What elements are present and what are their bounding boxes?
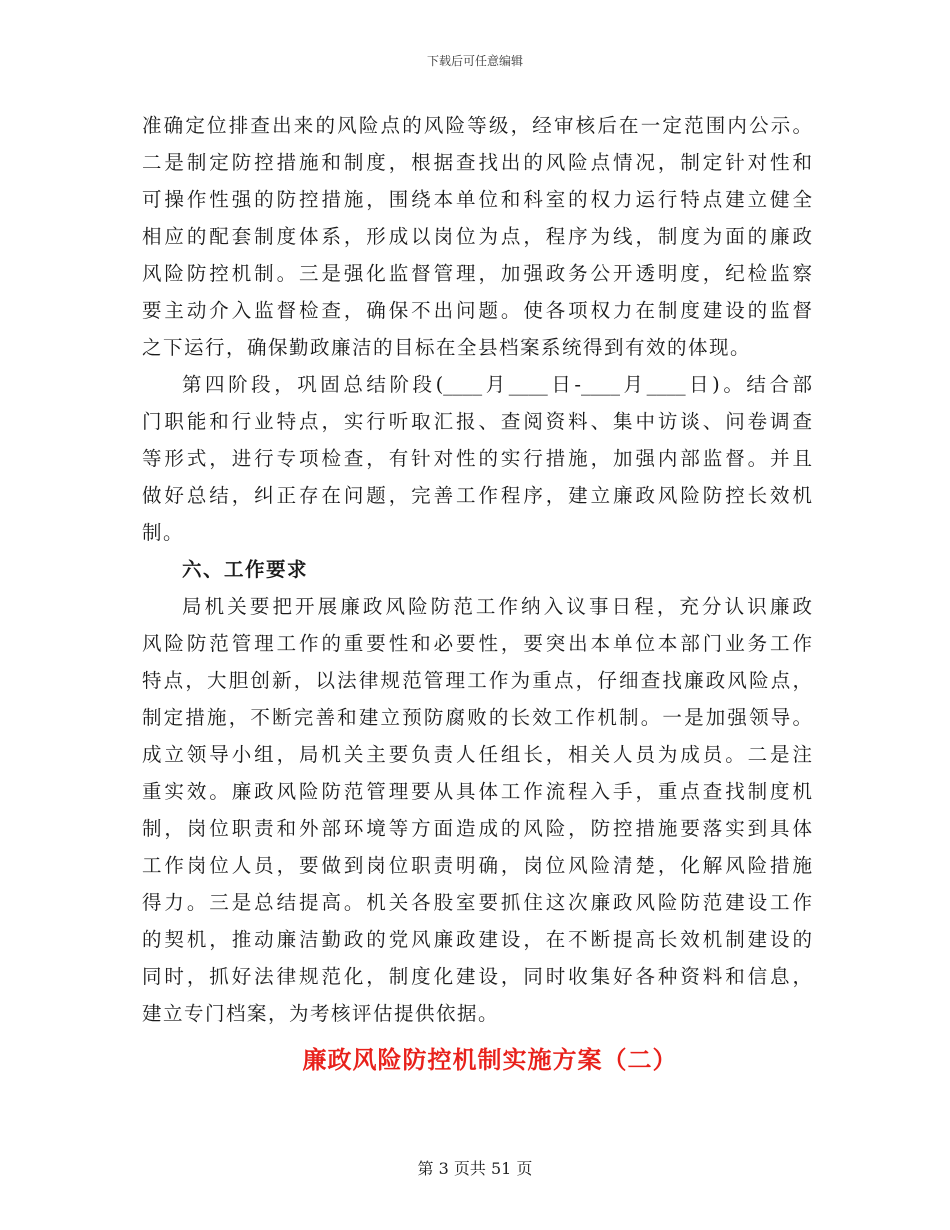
body-line: 成立领导小组，局机关主要负责人任组长，相关人员为成员。二是注 (142, 743, 812, 766)
body-line: 制定措施，不断完善和建立预防腐败的长效工作机制。一是加强领导。 (142, 706, 812, 729)
body-line: 要主动介入监督检查，确保不出问题。使各项权力在制度建设的监督 (142, 299, 812, 322)
body-line: 风险防范管理工作的重要性和必要性，要突出本单位本部门业务工作 (142, 632, 812, 655)
body-line: 重实效。廉政风险防范管理要从具体工作流程入手，重点查找制度机 (142, 780, 812, 803)
body-line: 建立专门档案，为考核评估提供依据。 (142, 1002, 500, 1025)
body-line: 相应的配套制度体系，形成以岗位为点，程序为线，制度为面的廉政 (142, 225, 812, 248)
next-section-title: 廉政风险防控机制实施方案（二） (302, 1046, 678, 1074)
page-header: 下载后可任意编辑 (426, 54, 523, 68)
body-line: 第四阶段，巩固总结阶段(____月____日-____月____日)。结合部 (182, 373, 812, 396)
body-line: 得力。三是总结提高。机关各股室要抓住这次廉政风险防范建设工作 (142, 891, 812, 914)
body-line: 二是制定防控措施和制度，根据查找出的风险点情况，制定针对性和 (142, 151, 812, 174)
body-line: 制，岗位职责和外部环境等方面造成的风险，防控措施要落实到具体 (142, 817, 812, 840)
body-line: 等形式，进行专项检查，有针对性的实行措施，加强内部监督。并且 (142, 447, 812, 470)
body-line: 风险防控机制。三是强化监督管理，加强政务公开透明度，纪检监察 (142, 262, 812, 285)
body-line: 工作岗位人员，要做到岗位职责明确，岗位风险清楚，化解风险措施 (142, 854, 812, 877)
body-line: 制。 (142, 521, 185, 544)
body-line: 之下运行，确保勤政廉洁的目标在全县档案系统得到有效的体现。 (142, 336, 752, 359)
body-line: 特点，大胆创新，以法律规范管理工作为重点，仔细查找廉政风险点， (142, 669, 812, 692)
page-footer: 第 3 页共 51 页 (417, 1159, 533, 1178)
body-line: 做好总结，纠正存在问题，完善工作程序，建立廉政风险防控长效机 (142, 484, 812, 507)
body-line: 准确定位排查出来的风险点的风险等级，经审核后在一定范围内公示。 (142, 114, 812, 137)
section-heading: 六、工作要求 (182, 558, 309, 581)
body-line: 局机关要把开展廉政风险防范工作纳入议事日程，充分认识廉政 (182, 595, 812, 618)
body-line: 的契机，推动廉洁勤政的党风廉政建设，在不断提高长效机制建设的 (142, 928, 812, 951)
body-line: 同时，抓好法律规范化，制度化建设，同时收集好各种资料和信息， (142, 965, 812, 988)
body-line: 门职能和行业特点，实行听取汇报、查阅资料、集中访谈、问卷调查 (142, 410, 812, 433)
document-body (142, 107, 812, 1032)
body-line: 可操作性强的防控措施，围绕本单位和科室的权力运行特点建立健全 (142, 188, 812, 211)
